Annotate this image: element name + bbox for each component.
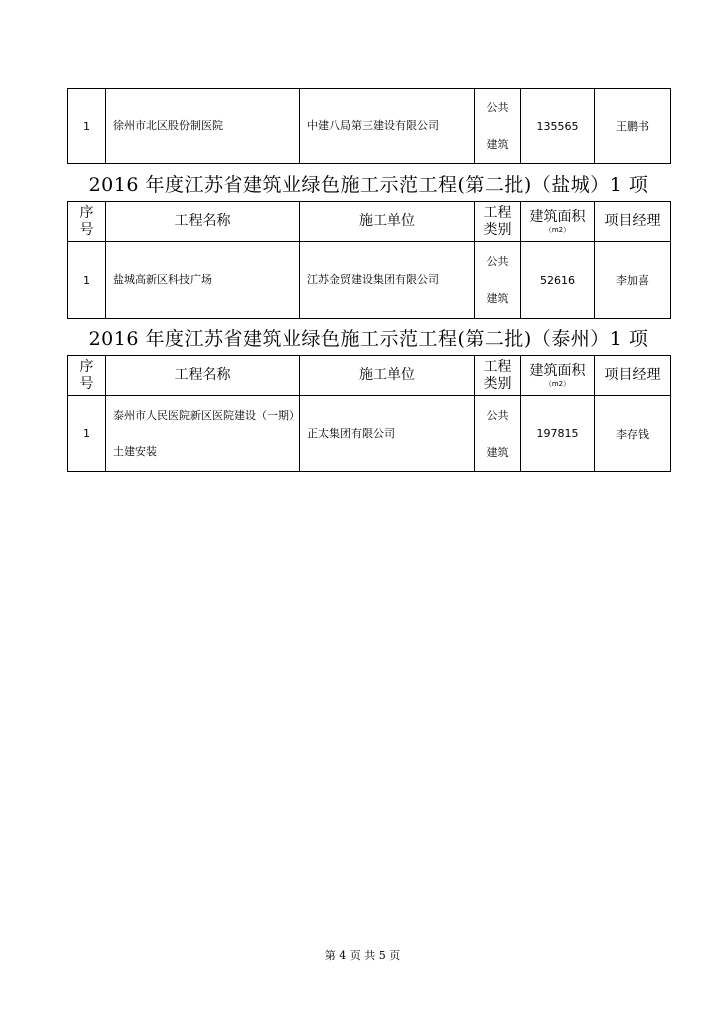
section-title-yancheng: 2016 年度江苏省建筑业绿色施工示范工程(第二批)（盐城）1 项	[88, 174, 649, 196]
project-type: 公共 建筑	[475, 89, 521, 164]
project-manager: 王鹏书	[595, 89, 671, 164]
header-type: 工程类别	[475, 356, 521, 396]
row-number: 1	[68, 89, 106, 164]
header-contractor: 施工单位	[300, 202, 475, 242]
table-row	[68, 89, 671, 164]
row-number: 1	[68, 242, 106, 319]
page-number: 第 4 页 共 5 页	[324, 949, 401, 962]
header-number: 序号	[68, 356, 106, 396]
row-number: 1	[68, 396, 106, 472]
header-manager: 项目经理	[595, 356, 671, 396]
header-type: 工程类别	[475, 202, 521, 242]
contractor: 江苏金贸建设集团有限公司	[300, 242, 475, 319]
contractor: 正太集团有限公司	[300, 396, 475, 472]
table-header	[68, 356, 671, 396]
section-title-taizhou: 2016 年度江苏省建筑业绿色施工示范工程(第二批)（泰州）1 项	[88, 328, 649, 350]
header-contractor: 施工单位	[300, 356, 475, 396]
building-area: 135565	[521, 89, 595, 164]
table-taizhou	[67, 355, 671, 472]
header-number: 序号	[68, 202, 106, 242]
header-name: 工程名称	[106, 356, 300, 396]
header-manager: 项目经理	[595, 202, 671, 242]
header-name: 工程名称	[106, 202, 300, 242]
table-row	[68, 396, 671, 472]
table-row	[68, 242, 671, 319]
project-manager: 李存钱	[595, 396, 671, 472]
project-type: 公共 建筑	[475, 242, 521, 319]
project-type: 公共 建筑	[475, 396, 521, 472]
table-yancheng	[67, 201, 671, 319]
building-area: 52616	[521, 242, 595, 319]
header-area: 建筑面积 （m2）	[521, 202, 595, 242]
table-xuzhou	[67, 88, 671, 164]
header-area: 建筑面积 （m2）	[521, 356, 595, 396]
project-manager: 李加喜	[595, 242, 671, 319]
project-name: 徐州市北区股份制医院	[106, 89, 300, 164]
table-header	[68, 202, 671, 242]
building-area: 197815	[521, 396, 595, 472]
contractor: 中建八局第三建设有限公司	[300, 89, 475, 164]
project-name: 泰州市人民医院新区医院建设（一期）土建安装	[106, 396, 300, 472]
project-name: 盐城高新区科技广场	[106, 242, 300, 319]
